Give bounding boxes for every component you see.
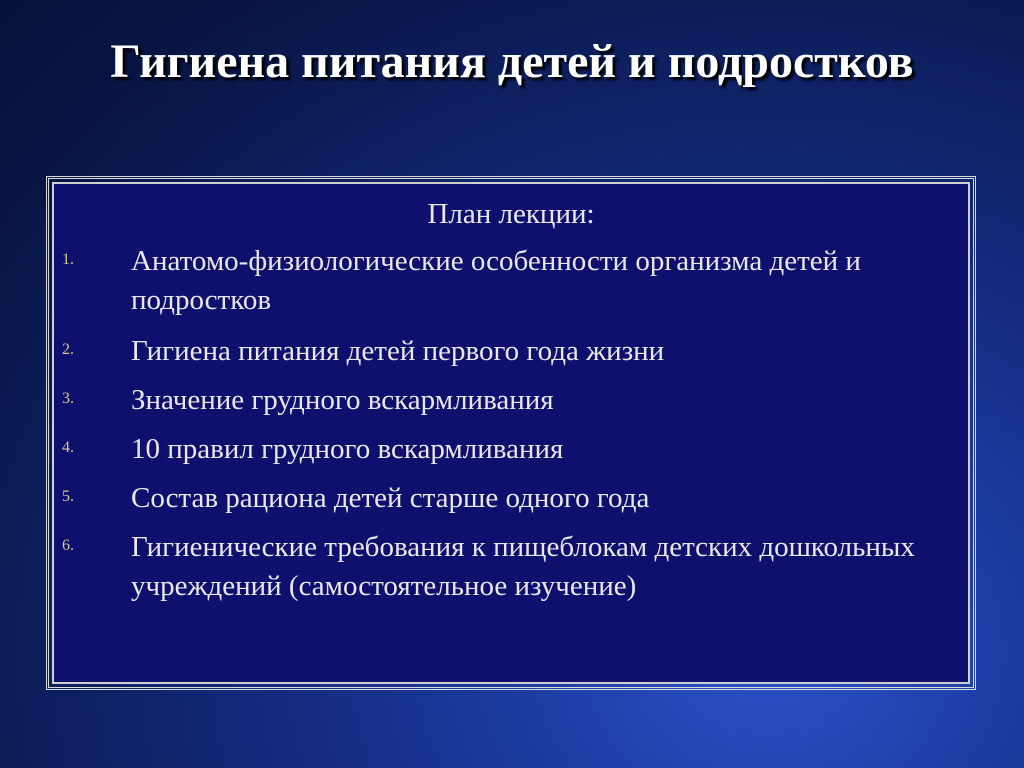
list-item-number: 5. — [62, 488, 74, 505]
list-item-text: Анатомо-физиологические особенности организма детей и подростков — [131, 245, 861, 316]
list-item-text: Гигиена питания детей первого года жизни — [131, 335, 665, 367]
list-item-text: 10 правил грудного вскармливания — [131, 433, 564, 465]
list-item-text: Значение грудного вскармливания — [131, 384, 554, 416]
slide-title: Гигиена питания детей и подростков — [110, 35, 914, 88]
lecture-plan-frame — [46, 176, 976, 690]
list-item-number: 1. — [62, 251, 74, 268]
list-item-number: 2. — [62, 341, 74, 358]
list-item-number: 3. — [62, 390, 74, 407]
list-item-text: Гигиенические требования к пищеблокам детских дошкольных учреждений (самостоятельное изучение) — [131, 531, 915, 602]
list-item-number: 4. — [62, 439, 74, 456]
lecture-plan-panel — [52, 182, 970, 684]
list-item-number: 6. — [62, 537, 74, 554]
list-item-text: Состав рациона детей старше одного года — [131, 482, 650, 514]
plan-heading: План лекции: — [427, 198, 595, 230]
